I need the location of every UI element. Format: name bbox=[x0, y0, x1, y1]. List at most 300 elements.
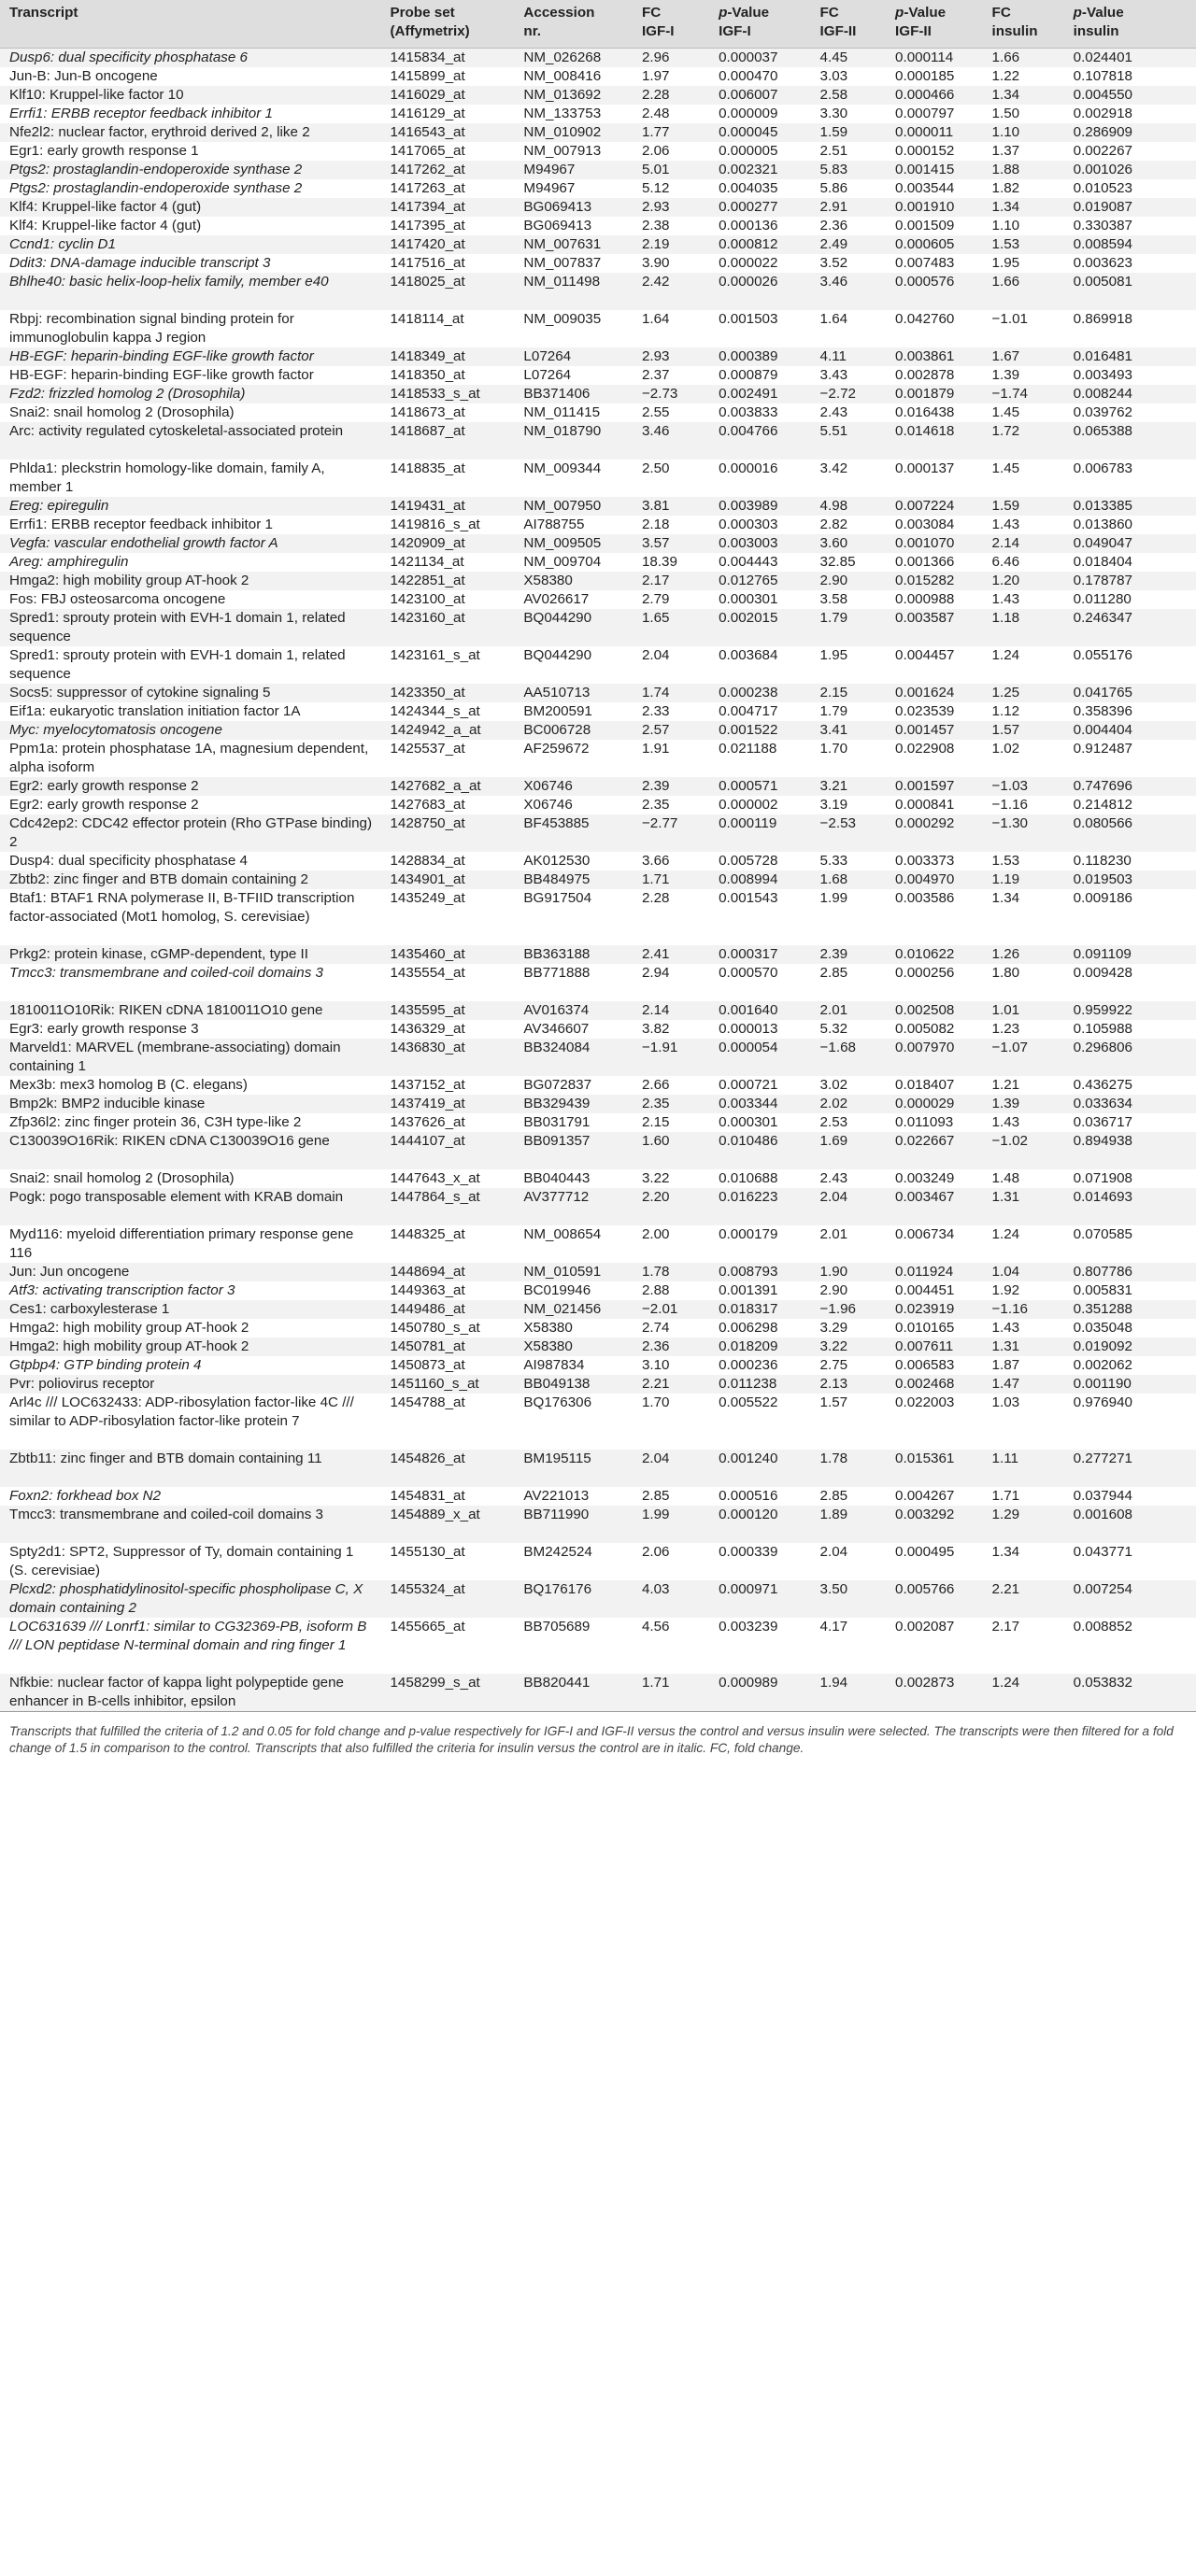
fc-igf1-cell: 2.88 bbox=[633, 1281, 709, 1300]
p-igf1-cell: 0.000571 bbox=[709, 777, 810, 796]
table-row bbox=[0, 796, 1196, 814]
fc-igf2-cell: 2.39 bbox=[811, 945, 887, 964]
p-igf1-cell: 0.011238 bbox=[709, 1375, 810, 1394]
transcript-cell: HB-EGF: heparin-binding EGF-like growth factor bbox=[0, 347, 380, 366]
fc-insulin-cell: 1.66 bbox=[983, 273, 1064, 310]
transcript-cell: Errfi1: ERBB receptor feedback inhibitor 1 bbox=[0, 516, 380, 534]
p-igf1-cell: 0.000277 bbox=[709, 198, 810, 217]
accession-cell: NM_026268 bbox=[514, 49, 633, 68]
fc-insulin-cell: −1.74 bbox=[983, 385, 1064, 403]
fc-insulin-cell: 1.19 bbox=[983, 870, 1064, 889]
accession-cell: NM_009344 bbox=[514, 460, 633, 497]
fc-igf1-cell: 2.94 bbox=[633, 964, 709, 1001]
fc-igf2-cell: 1.99 bbox=[811, 889, 887, 945]
fc-insulin-cell: 1.03 bbox=[983, 1394, 1064, 1450]
p-insulin-cell: 0.003493 bbox=[1064, 366, 1196, 385]
transcript-cell: HB-EGF: heparin-binding EGF-like growth factor bbox=[0, 366, 380, 385]
fc-insulin-cell: 1.87 bbox=[983, 1356, 1064, 1375]
fc-igf1-cell: 2.85 bbox=[633, 1487, 709, 1506]
fc-igf2-cell: −1.96 bbox=[811, 1300, 887, 1319]
p-igf1-cell: 0.001522 bbox=[709, 721, 810, 740]
accession-cell: NM_021456 bbox=[514, 1300, 633, 1319]
table-row bbox=[0, 198, 1196, 217]
fc-insulin-cell: 1.82 bbox=[983, 179, 1064, 198]
table-row bbox=[0, 1506, 1196, 1543]
table-row bbox=[0, 852, 1196, 870]
fc-igf2-cell: 2.02 bbox=[811, 1095, 887, 1113]
table-row bbox=[0, 889, 1196, 945]
table-row bbox=[0, 49, 1196, 68]
fc-igf1-cell: 2.17 bbox=[633, 572, 709, 590]
fc-igf1-cell: 1.91 bbox=[633, 740, 709, 777]
accession-cell: AI987834 bbox=[514, 1356, 633, 1375]
p-igf2-cell: 0.000495 bbox=[886, 1543, 983, 1580]
fc-igf1-cell: 1.97 bbox=[633, 67, 709, 86]
fc-igf1-cell: 2.38 bbox=[633, 217, 709, 235]
accession-cell: BB049138 bbox=[514, 1375, 633, 1394]
p-insulin-cell: 0.013860 bbox=[1064, 516, 1196, 534]
p-insulin-cell: 0.002267 bbox=[1064, 142, 1196, 161]
p-insulin-cell: 0.091109 bbox=[1064, 945, 1196, 964]
accession-cell: BQ176306 bbox=[514, 1394, 633, 1450]
p-igf1-cell: 0.003989 bbox=[709, 497, 810, 516]
fc-igf2-cell: 5.51 bbox=[811, 422, 887, 460]
p-insulin-cell: 0.330387 bbox=[1064, 217, 1196, 235]
fc-igf2-cell: 3.42 bbox=[811, 460, 887, 497]
fc-igf2-cell: 1.95 bbox=[811, 646, 887, 684]
p-igf1-cell: 0.000989 bbox=[709, 1674, 810, 1712]
fc-igf2-cell: 1.59 bbox=[811, 123, 887, 142]
fc-insulin-cell: 1.45 bbox=[983, 460, 1064, 497]
table-row bbox=[0, 1300, 1196, 1319]
p-insulin-cell: 0.013385 bbox=[1064, 497, 1196, 516]
p-igf1-cell: 0.000721 bbox=[709, 1076, 810, 1095]
table-row bbox=[0, 1225, 1196, 1263]
p-igf1-cell: 0.000179 bbox=[709, 1225, 810, 1263]
fc-igf2-cell: 2.43 bbox=[811, 403, 887, 422]
p-insulin-cell: 0.005081 bbox=[1064, 273, 1196, 310]
fc-igf1-cell: 2.37 bbox=[633, 366, 709, 385]
p-insulin-cell: 0.912487 bbox=[1064, 740, 1196, 777]
fc-igf2-cell: 2.85 bbox=[811, 964, 887, 1001]
p-insulin-cell: 0.001608 bbox=[1064, 1506, 1196, 1543]
probe-cell: 1454826_at bbox=[380, 1450, 514, 1487]
fc-igf1-cell: 18.39 bbox=[633, 553, 709, 572]
transcript-cell: C130039O16Rik: RIKEN cDNA C130039O16 gene bbox=[0, 1132, 380, 1169]
fc-insulin-cell: 1.25 bbox=[983, 684, 1064, 702]
table-row bbox=[0, 1618, 1196, 1674]
accession-cell: BB371406 bbox=[514, 385, 633, 403]
p-insulin-cell: 0.436275 bbox=[1064, 1076, 1196, 1095]
probe-cell: 1421134_at bbox=[380, 553, 514, 572]
accession-cell: BM195115 bbox=[514, 1450, 633, 1487]
fc-igf2-cell: 2.43 bbox=[811, 1169, 887, 1188]
header-p3-italic: p bbox=[1073, 5, 1082, 21]
p-igf1-cell: 0.000303 bbox=[709, 516, 810, 534]
header-p3-line2: insulin bbox=[1073, 23, 1119, 39]
p-igf1-cell: 0.000236 bbox=[709, 1356, 810, 1375]
probe-cell: 1423160_at bbox=[380, 609, 514, 646]
fc-insulin-cell: −1.07 bbox=[983, 1039, 1064, 1076]
fc-insulin-cell: 6.46 bbox=[983, 553, 1064, 572]
probe-cell: 1435595_at bbox=[380, 1001, 514, 1020]
probe-cell: 1418687_at bbox=[380, 422, 514, 460]
p-igf1-cell: 0.000016 bbox=[709, 460, 810, 497]
p-igf1-cell: 0.018209 bbox=[709, 1338, 810, 1356]
p-igf1-cell: 0.000026 bbox=[709, 273, 810, 310]
transcript-cell: Zbtb11: zinc finger and BTB domain containing 11 bbox=[0, 1450, 380, 1487]
header-accession bbox=[514, 0, 633, 49]
transcript-cell: Arc: activity regulated cytoskeletal-associated protein bbox=[0, 422, 380, 460]
fc-igf2-cell: 1.69 bbox=[811, 1132, 887, 1169]
fc-insulin-cell: −1.02 bbox=[983, 1132, 1064, 1169]
fc-igf2-cell: 2.53 bbox=[811, 1113, 887, 1132]
fc-igf1-cell: 2.36 bbox=[633, 1338, 709, 1356]
fc-insulin-cell: 1.24 bbox=[983, 1225, 1064, 1263]
fc-insulin-cell: −1.30 bbox=[983, 814, 1064, 852]
fc-insulin-cell: 1.29 bbox=[983, 1506, 1064, 1543]
p-igf1-cell: 0.000119 bbox=[709, 814, 810, 852]
transcript-cell: Pvr: poliovirus receptor bbox=[0, 1375, 380, 1394]
accession-cell: AV221013 bbox=[514, 1487, 633, 1506]
p-igf2-cell: 0.001879 bbox=[886, 385, 983, 403]
p-igf2-cell: 0.010622 bbox=[886, 945, 983, 964]
transcript-cell: Egr3: early growth response 3 bbox=[0, 1020, 380, 1039]
fc-insulin-cell: 1.31 bbox=[983, 1188, 1064, 1225]
probe-cell: 1420909_at bbox=[380, 534, 514, 553]
p-igf1-cell: 0.000022 bbox=[709, 254, 810, 273]
fc-igf2-cell: 3.52 bbox=[811, 254, 887, 273]
fc-igf1-cell: 2.93 bbox=[633, 198, 709, 217]
fc-igf1-cell: 2.18 bbox=[633, 516, 709, 534]
p-insulin-cell: 0.105988 bbox=[1064, 1020, 1196, 1039]
table-row bbox=[0, 553, 1196, 572]
transcript-cell: Gtpbp4: GTP binding protein 4 bbox=[0, 1356, 380, 1375]
transcript-cell: Spty2d1: SPT2, Suppressor of Ty, domain containing 1 (S. cerevisiae) bbox=[0, 1543, 380, 1580]
table-body bbox=[0, 49, 1196, 1712]
probe-cell: 1435554_at bbox=[380, 964, 514, 1001]
transcript-cell: LOC631639 /// Lonrf1: similar to CG32369-PB, isoform B /// LON peptidase N-terminal domain and ring finger 1 bbox=[0, 1618, 380, 1674]
p-igf1-cell: 0.000812 bbox=[709, 235, 810, 254]
p-insulin-cell: 0.351288 bbox=[1064, 1300, 1196, 1319]
transcript-cell: Dusp6: dual specificity phosphatase 6 bbox=[0, 49, 380, 68]
fc-igf2-cell: 2.01 bbox=[811, 1225, 887, 1263]
p-insulin-cell: 0.037944 bbox=[1064, 1487, 1196, 1506]
probe-cell: 1424344_s_at bbox=[380, 702, 514, 721]
p-igf1-cell: 0.001240 bbox=[709, 1450, 810, 1487]
p-igf1-cell: 0.018317 bbox=[709, 1300, 810, 1319]
header-acc-line1: Accession bbox=[523, 5, 595, 21]
fc-igf2-cell: 2.01 bbox=[811, 1001, 887, 1020]
p-igf1-cell: 0.004717 bbox=[709, 702, 810, 721]
accession-cell: BB771888 bbox=[514, 964, 633, 1001]
header-p1-line1: -Value bbox=[727, 5, 770, 21]
p-igf2-cell: 0.001509 bbox=[886, 217, 983, 235]
probe-cell: 1455130_at bbox=[380, 1543, 514, 1580]
probe-cell: 1444107_at bbox=[380, 1132, 514, 1169]
fc-igf2-cell: 4.98 bbox=[811, 497, 887, 516]
probe-cell: 1418349_at bbox=[380, 347, 514, 366]
fc-insulin-cell: −1.16 bbox=[983, 796, 1064, 814]
fc-igf2-cell: 3.30 bbox=[811, 105, 887, 123]
fc-insulin-cell: 1.43 bbox=[983, 1113, 1064, 1132]
fc-insulin-cell: 1.66 bbox=[983, 49, 1064, 68]
fc-insulin-cell: 1.39 bbox=[983, 366, 1064, 385]
accession-cell: AK012530 bbox=[514, 852, 633, 870]
fc-igf1-cell: 1.65 bbox=[633, 609, 709, 646]
header-p-igf1 bbox=[709, 0, 810, 49]
p-igf1-cell: 0.002321 bbox=[709, 161, 810, 179]
p-igf2-cell: 0.022908 bbox=[886, 740, 983, 777]
table-header bbox=[0, 0, 1196, 49]
fc-insulin-cell: 1.47 bbox=[983, 1375, 1064, 1394]
fc-igf1-cell: 2.20 bbox=[633, 1188, 709, 1225]
fc-igf2-cell: 1.79 bbox=[811, 702, 887, 721]
p-igf2-cell: 0.003084 bbox=[886, 516, 983, 534]
p-igf1-cell: 0.003684 bbox=[709, 646, 810, 684]
fc-igf2-cell: 1.90 bbox=[811, 1263, 887, 1281]
fc-igf2-cell: 3.29 bbox=[811, 1319, 887, 1338]
transcript-cell: Snai2: snail homolog 2 (Drosophila) bbox=[0, 1169, 380, 1188]
transcript-cell: Ces1: carboxylesterase 1 bbox=[0, 1300, 380, 1319]
transcript-cell: Plcxd2: phosphatidylinositol-specific phospholipase C, X domain containing 2 bbox=[0, 1580, 380, 1618]
fc-igf2-cell: 3.19 bbox=[811, 796, 887, 814]
p-insulin-cell: 0.043771 bbox=[1064, 1543, 1196, 1580]
p-igf1-cell: 0.008793 bbox=[709, 1263, 810, 1281]
p-insulin-cell: 0.019503 bbox=[1064, 870, 1196, 889]
probe-cell: 1437152_at bbox=[380, 1076, 514, 1095]
p-igf1-cell: 0.000238 bbox=[709, 684, 810, 702]
fc-igf1-cell: 1.70 bbox=[633, 1394, 709, 1450]
transcript-cell: Snai2: snail homolog 2 (Drosophila) bbox=[0, 403, 380, 422]
p-insulin-cell: 0.005831 bbox=[1064, 1281, 1196, 1300]
table-row bbox=[0, 945, 1196, 964]
transcript-cell: Zbtb2: zinc finger and BTB domain containing 2 bbox=[0, 870, 380, 889]
probe-cell: 1423100_at bbox=[380, 590, 514, 609]
p-insulin-cell: 0.014693 bbox=[1064, 1188, 1196, 1225]
accession-cell: BB484975 bbox=[514, 870, 633, 889]
p-igf2-cell: 0.001366 bbox=[886, 553, 983, 572]
fc-insulin-cell: 1.48 bbox=[983, 1169, 1064, 1188]
table-row bbox=[0, 1281, 1196, 1300]
p-igf2-cell: 0.000841 bbox=[886, 796, 983, 814]
fc-igf2-cell: 32.85 bbox=[811, 553, 887, 572]
p-insulin-cell: 0.747696 bbox=[1064, 777, 1196, 796]
table-row bbox=[0, 721, 1196, 740]
p-insulin-cell: 0.869918 bbox=[1064, 310, 1196, 347]
probe-cell: 1448325_at bbox=[380, 1225, 514, 1263]
accession-cell: BB363188 bbox=[514, 945, 633, 964]
table-row bbox=[0, 1356, 1196, 1375]
fc-igf1-cell: 3.81 bbox=[633, 497, 709, 516]
probe-cell: 1417262_at bbox=[380, 161, 514, 179]
fc-igf1-cell: 2.28 bbox=[633, 86, 709, 105]
p-igf1-cell: 0.001543 bbox=[709, 889, 810, 945]
p-igf1-cell: 0.000971 bbox=[709, 1580, 810, 1618]
header-acc-line2: nr. bbox=[523, 23, 541, 39]
transcript-cell: Foxn2: forkhead box N2 bbox=[0, 1487, 380, 1506]
accession-cell: AV026617 bbox=[514, 590, 633, 609]
fc-igf1-cell: 3.82 bbox=[633, 1020, 709, 1039]
fc-igf2-cell: 5.33 bbox=[811, 852, 887, 870]
p-igf2-cell: 0.005766 bbox=[886, 1580, 983, 1618]
header-p2-line1: -Value bbox=[904, 5, 947, 21]
fc-igf2-cell: 1.79 bbox=[811, 609, 887, 646]
accession-cell: NM_013692 bbox=[514, 86, 633, 105]
fc-igf2-cell: 1.78 bbox=[811, 1450, 887, 1487]
transcript-cell: Tmcc3: transmembrane and coiled-coil domains 3 bbox=[0, 964, 380, 1001]
accession-cell: BB329439 bbox=[514, 1095, 633, 1113]
p-igf2-cell: 0.004457 bbox=[886, 646, 983, 684]
accession-cell: NM_009704 bbox=[514, 553, 633, 572]
p-igf2-cell: 0.002468 bbox=[886, 1375, 983, 1394]
fc-insulin-cell: 1.34 bbox=[983, 198, 1064, 217]
fc-igf1-cell: 4.03 bbox=[633, 1580, 709, 1618]
accession-cell: BB091357 bbox=[514, 1132, 633, 1169]
fc-igf2-cell: −2.72 bbox=[811, 385, 887, 403]
p-igf2-cell: 0.002873 bbox=[886, 1674, 983, 1712]
table-row bbox=[0, 385, 1196, 403]
probe-cell: 1455665_at bbox=[380, 1618, 514, 1674]
probe-cell: 1437419_at bbox=[380, 1095, 514, 1113]
transcript-cell: Klf10: Kruppel-like factor 10 bbox=[0, 86, 380, 105]
header-transcript-label: Transcript bbox=[9, 5, 78, 21]
transcript-cell: Rbpj: recombination signal binding protein for immunoglobulin kappa J region bbox=[0, 310, 380, 347]
transcript-cell: Fzd2: frizzled homolog 2 (Drosophila) bbox=[0, 385, 380, 403]
fc-insulin-cell: 1.34 bbox=[983, 86, 1064, 105]
probe-cell: 1428750_at bbox=[380, 814, 514, 852]
transcript-cell: Mex3b: mex3 homolog B (C. elegans) bbox=[0, 1076, 380, 1095]
fc-igf1-cell: −1.91 bbox=[633, 1039, 709, 1076]
p-insulin-cell: 0.007254 bbox=[1064, 1580, 1196, 1618]
transcript-cell: Klf4: Kruppel-like factor 4 (gut) bbox=[0, 198, 380, 217]
transcript-cell: Spred1: sprouty protein with EVH-1 domain 1, related sequence bbox=[0, 646, 380, 684]
fc-igf1-cell: 1.99 bbox=[633, 1506, 709, 1543]
fc-insulin-cell: 1.34 bbox=[983, 889, 1064, 945]
fc-igf2-cell: 2.04 bbox=[811, 1188, 887, 1225]
fc-insulin-cell: 1.95 bbox=[983, 254, 1064, 273]
probe-cell: 1458299_s_at bbox=[380, 1674, 514, 1712]
p-igf1-cell: 0.002491 bbox=[709, 385, 810, 403]
table-row bbox=[0, 235, 1196, 254]
transcript-cell: Myc: myelocytomatosis oncogene bbox=[0, 721, 380, 740]
transcript-cell: Egr2: early growth response 2 bbox=[0, 796, 380, 814]
fc-insulin-cell: 1.34 bbox=[983, 1543, 1064, 1580]
probe-cell: 1417516_at bbox=[380, 254, 514, 273]
probe-cell: 1447864_s_at bbox=[380, 1188, 514, 1225]
transcript-cell: Arl4c /// LOC632433: ADP-ribosylation factor-like 4C /// similar to ADP-ribosylation factor-like protein 7 bbox=[0, 1394, 380, 1450]
p-igf1-cell: 0.006298 bbox=[709, 1319, 810, 1338]
table-row bbox=[0, 1580, 1196, 1618]
transcript-cell: Tmcc3: transmembrane and coiled-coil domains 3 bbox=[0, 1506, 380, 1543]
fc-insulin-cell: 1.72 bbox=[983, 422, 1064, 460]
fc-igf2-cell: 2.58 bbox=[811, 86, 887, 105]
accession-cell: X58380 bbox=[514, 572, 633, 590]
transcript-cell: 1810011O10Rik: RIKEN cDNA 1810011O10 gene bbox=[0, 1001, 380, 1020]
probe-cell: 1418835_at bbox=[380, 460, 514, 497]
fc-insulin-cell: 2.21 bbox=[983, 1580, 1064, 1618]
fc-insulin-cell: 1.53 bbox=[983, 235, 1064, 254]
fc-igf2-cell: 3.50 bbox=[811, 1580, 887, 1618]
p-igf1-cell: 0.016223 bbox=[709, 1188, 810, 1225]
fc-igf2-cell: 5.32 bbox=[811, 1020, 887, 1039]
table-row bbox=[0, 964, 1196, 1001]
accession-cell: BQ044290 bbox=[514, 646, 633, 684]
accession-cell: AA510713 bbox=[514, 684, 633, 702]
p-igf1-cell: 0.003344 bbox=[709, 1095, 810, 1113]
fc-igf2-cell: 2.91 bbox=[811, 198, 887, 217]
p-igf1-cell: 0.000879 bbox=[709, 366, 810, 385]
fc-igf1-cell: 3.22 bbox=[633, 1169, 709, 1188]
fc-igf1-cell: 2.21 bbox=[633, 1375, 709, 1394]
table-row bbox=[0, 1020, 1196, 1039]
accession-cell: BM200591 bbox=[514, 702, 633, 721]
header-fc1-line1: FC bbox=[641, 5, 662, 21]
fc-igf1-cell: 2.66 bbox=[633, 1076, 709, 1095]
p-igf2-cell: 0.000605 bbox=[886, 235, 983, 254]
p-insulin-cell: 0.296806 bbox=[1064, 1039, 1196, 1076]
fc-igf1-cell: 2.19 bbox=[633, 235, 709, 254]
p-igf2-cell: 0.004970 bbox=[886, 870, 983, 889]
table-row bbox=[0, 516, 1196, 534]
p-insulin-cell: 0.358396 bbox=[1064, 702, 1196, 721]
fc-igf2-cell: 3.03 bbox=[811, 67, 887, 86]
fc-igf1-cell: 2.79 bbox=[633, 590, 709, 609]
p-igf2-cell: 0.011093 bbox=[886, 1113, 983, 1132]
probe-cell: 1450780_s_at bbox=[380, 1319, 514, 1338]
transcript-cell: Jun-B: Jun-B oncogene bbox=[0, 67, 380, 86]
probe-cell: 1450781_at bbox=[380, 1338, 514, 1356]
header-probe-set bbox=[380, 0, 514, 49]
fc-insulin-cell: 1.22 bbox=[983, 67, 1064, 86]
transcript-cell: Marveld1: MARVEL (membrane-associating) domain containing 1 bbox=[0, 1039, 380, 1076]
fc-igf2-cell: 2.04 bbox=[811, 1543, 887, 1580]
p-igf1-cell: 0.001391 bbox=[709, 1281, 810, 1300]
fc-igf2-cell: 1.57 bbox=[811, 1394, 887, 1450]
probe-cell: 1418533_s_at bbox=[380, 385, 514, 403]
accession-cell: X58380 bbox=[514, 1319, 633, 1338]
table-row bbox=[0, 310, 1196, 347]
fc-igf1-cell: 2.96 bbox=[633, 49, 709, 68]
fc-insulin-cell: 1.43 bbox=[983, 590, 1064, 609]
transcript-cell: Bhlhe40: basic helix-loop-helix family, member e40 bbox=[0, 273, 380, 310]
fc-igf1-cell: 1.74 bbox=[633, 684, 709, 702]
fc-igf2-cell: 5.83 bbox=[811, 161, 887, 179]
p-igf2-cell: 0.007970 bbox=[886, 1039, 983, 1076]
probe-cell: 1455324_at bbox=[380, 1580, 514, 1618]
probe-cell: 1415899_at bbox=[380, 67, 514, 86]
p-igf1-cell: 0.000570 bbox=[709, 964, 810, 1001]
p-igf2-cell: 0.003587 bbox=[886, 609, 983, 646]
table-row bbox=[0, 67, 1196, 86]
p-insulin-cell: 0.277271 bbox=[1064, 1450, 1196, 1487]
p-igf2-cell: 0.002508 bbox=[886, 1001, 983, 1020]
fc-igf1-cell: 3.57 bbox=[633, 534, 709, 553]
p-igf1-cell: 0.000120 bbox=[709, 1506, 810, 1543]
fc-igf2-cell: −2.53 bbox=[811, 814, 887, 852]
table-row bbox=[0, 86, 1196, 105]
p-insulin-cell: 0.004404 bbox=[1064, 721, 1196, 740]
probe-cell: 1435249_at bbox=[380, 889, 514, 945]
p-igf2-cell: 0.000185 bbox=[886, 67, 983, 86]
p-igf2-cell: 0.018407 bbox=[886, 1076, 983, 1095]
p-igf2-cell: 0.001910 bbox=[886, 198, 983, 217]
transcript-cell: Spred1: sprouty protein with EVH-1 domain 1, related sequence bbox=[0, 609, 380, 646]
table-row bbox=[0, 1113, 1196, 1132]
accession-cell: BQ044290 bbox=[514, 609, 633, 646]
fc-igf1-cell: 2.33 bbox=[633, 702, 709, 721]
p-igf2-cell: 0.011924 bbox=[886, 1263, 983, 1281]
